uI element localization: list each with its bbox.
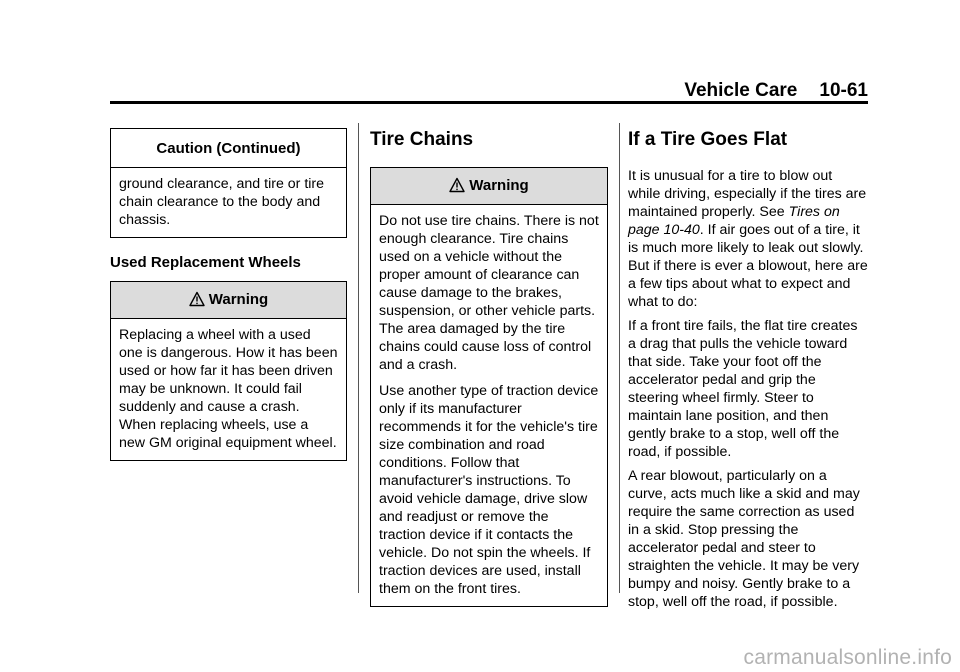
column-divider <box>619 123 620 593</box>
cross-reference-link[interactable]: Tires on page 10-40 <box>628 204 840 238</box>
warning-paragraph-1: Do not use tire chains. There is not enough clearance. Tire chains used on a vehicle without the proper amount of clearance can cause damage to the brakes, suspension, or other vehicle parts. The area damaged by the tire chains could cause loss of control and a crash. <box>379 213 599 373</box>
caution-text: ground clearance, and tire or tire chain clearance to the body and chassis. <box>119 176 325 228</box>
warning-triangle-icon <box>449 171 465 207</box>
column-3 <box>628 128 868 617</box>
paragraph-1-text-cont: . If air goes out of a tire, it is much more likely to leak out slowly. But if there is ever a blowout, here are a few tips about what to expect and what to do: <box>628 222 868 310</box>
watermark: carmanualsonline.info <box>743 646 952 669</box>
section-title: Vehicle Care <box>684 80 798 101</box>
paragraph-1-text: It is unusual for a tire to blow out while driving, especially if the tires are maintained properly. See <box>628 168 867 220</box>
warning-header <box>371 168 607 205</box>
heading-tire-chains: Tire Chains <box>370 129 474 150</box>
warning-triangle-icon <box>189 285 205 321</box>
column-1 <box>110 128 347 461</box>
paragraph-3: A rear blowout, particularly on a curve, acts much like a skid and may require the same correction as used in a skid. Stop pressing the accelerator pedal and steer to straighten the vehicle. It may be very bumpy and noisy. Gently brake to a stop, well off the road, if possible. <box>628 468 860 610</box>
header-rule <box>110 101 868 104</box>
caution-box <box>110 128 347 238</box>
warning-header <box>111 282 346 319</box>
warning-paragraph-2: Use another type of traction device only if its manufacturer recommends it for the vehicle's tire size combination and road conditions. Follow that manufacturer's instructions. To avoid vehicle damage, drive slow and readjust or remove the traction device if it contacts the vehicle. Do not spin the wheels. If traction devices are used, install them on the front tires. <box>379 383 599 597</box>
warning-label: Warning <box>208 291 269 308</box>
caution-title: Caution (Continued) <box>111 129 346 168</box>
warning-box <box>110 281 347 461</box>
warning-box <box>370 167 608 607</box>
heading-if-a-tire-goes-flat: If a Tire Goes Flat <box>628 129 788 150</box>
paragraph-1 <box>628 167 868 311</box>
page-number: 10-61 <box>819 80 868 101</box>
warning-text: Replacing a wheel with a used one is dangerous. How it has been used or how far it has been driven may be unknown. It could fail suddenly and cause a crash. When replacing wheels, use a new GM original equipment wheel. <box>119 327 338 451</box>
warning-label: Warning <box>469 177 529 194</box>
paragraph-2: If a front tire fails, the flat tire creates a drag that pulls the vehicle toward that side. Take your foot off the accelerator pedal and grip the steering wheel firmly. Steer to maintain lane position, and then gently brake to a stop, well off the road, if possible. <box>628 318 858 460</box>
column-2 <box>370 128 608 607</box>
subheading-used-replacement-wheels: Used Replacement Wheels <box>110 254 301 271</box>
running-header <box>684 80 868 102</box>
column-divider <box>358 123 359 593</box>
